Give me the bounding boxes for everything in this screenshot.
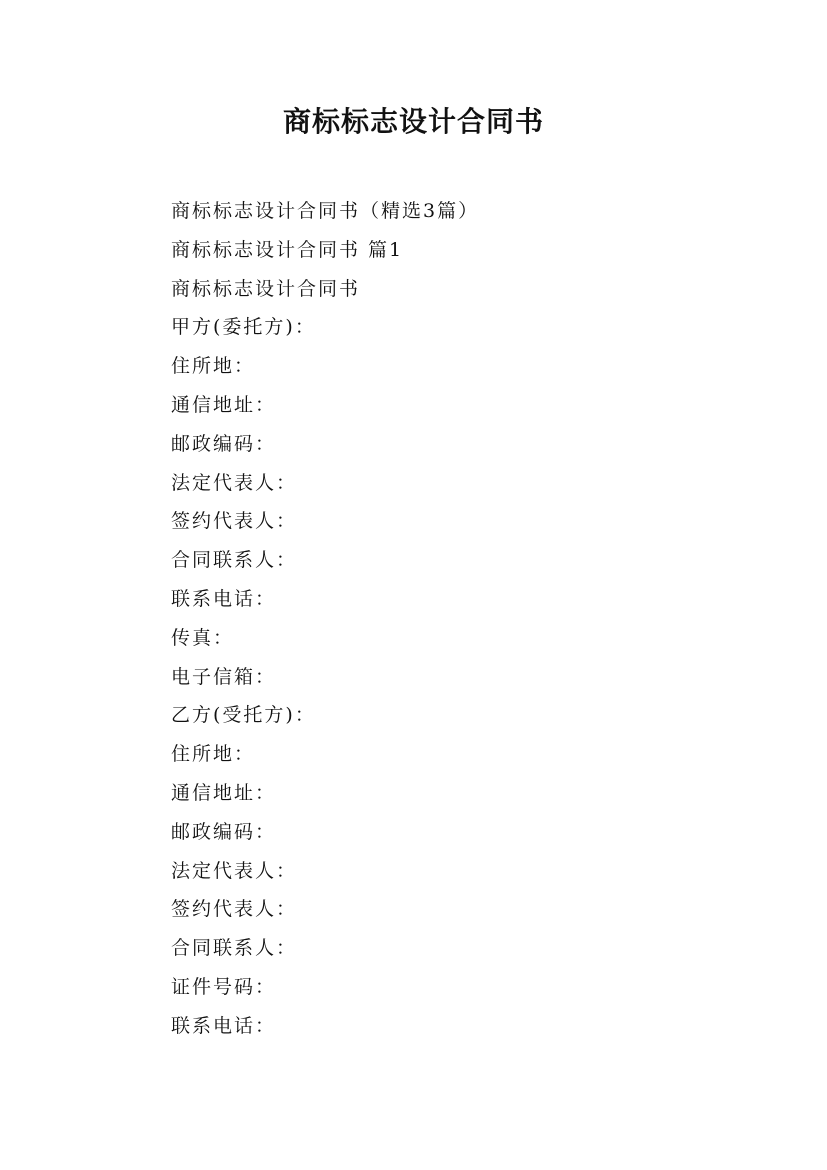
party-a-phone: 联系电话：	[171, 587, 277, 610]
body-line-toc-title: 商标标志设计合同书（精选3篇）	[171, 200, 480, 222]
party-a-postal-code: 邮政编码：	[171, 432, 277, 455]
party-b-heading: 乙方(受托方)：	[171, 704, 316, 727]
party-a-email: 电子信箱：	[171, 665, 277, 688]
document-title: 商标标志设计合同书	[282, 105, 544, 138]
body-line-contract-title: 商标标志设计合同书	[171, 277, 361, 300]
party-a-mailing-address: 通信地址：	[171, 393, 277, 416]
party-a-contract-contact: 合同联系人：	[171, 549, 298, 572]
party-a-address: 住所地：	[171, 355, 256, 378]
document-body	[171, 192, 771, 1046]
party-a-heading: 甲方(委托方)：	[171, 316, 316, 339]
party-b-contract-contact: 合同联系人：	[171, 937, 298, 960]
party-a-fax: 传真：	[171, 626, 235, 649]
party-b-mailing-address: 通信地址：	[171, 781, 277, 804]
party-b-address: 住所地：	[171, 743, 256, 766]
body-line-chapter-1: 商标标志设计合同书 篇1	[171, 238, 404, 261]
party-b-legal-representative: 法定代表人：	[171, 859, 298, 882]
party-b-phone: 联系电话：	[171, 1014, 277, 1037]
party-b-signing-representative: 签约代表人：	[171, 898, 298, 921]
party-b-postal-code: 邮政编码：	[171, 820, 277, 843]
party-b-id-number: 证件号码：	[171, 975, 277, 998]
party-a-legal-representative: 法定代表人：	[171, 471, 298, 494]
party-a-signing-representative: 签约代表人：	[171, 510, 298, 533]
